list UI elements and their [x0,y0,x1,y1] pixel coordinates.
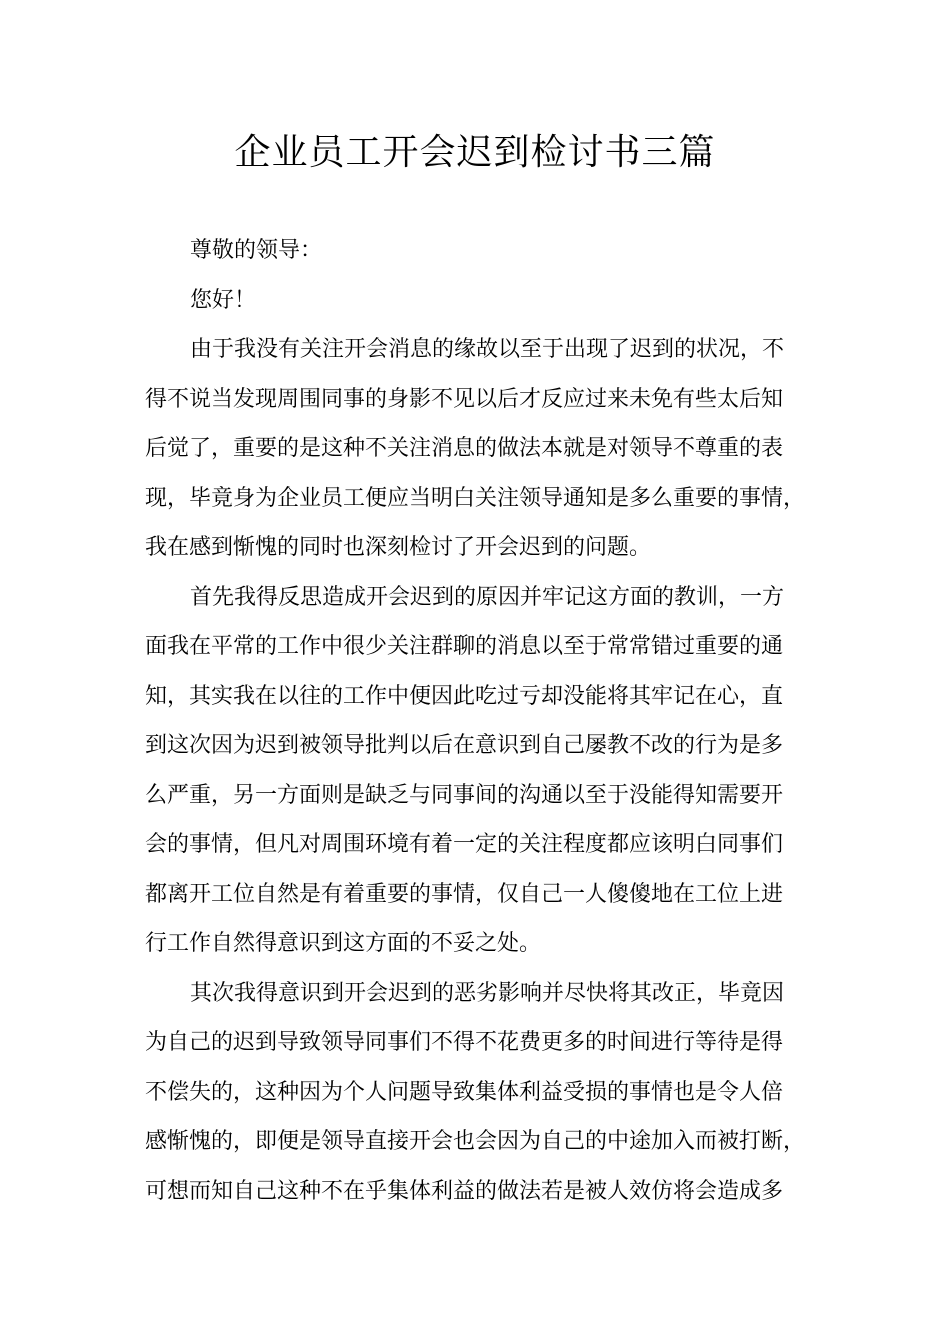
text-line: 尊敬的领导： [190,238,323,263]
text-line: 不偿失的，这种因为个人问题导致集体利益受损的事情也是令人倍 [145,1079,784,1105]
text-line: 现，毕竟身为企业员工便应当明白关注领导通知是多么重要的事情， [145,485,806,511]
text-line: 么严重，另一方面则是缺乏与同事间的沟通以至于没能得知需要开 [145,782,784,808]
text-line: 面我在平常的工作中很少关注群聊的消息以至于常常错过重要的通 [145,634,784,659]
text-line: 感惭愧的，即便是领导直接开会也会因为自己的中途加入而被打断， [145,1129,806,1154]
text-line: 到这次因为迟到被领导批判以后在意识到自己屡教不改的行为是多 [145,733,784,758]
text-line: 行工作自然得意识到这方面的不妥之处。 [145,931,542,956]
text-line: 其次我得意识到开会迟到的恶劣影响并尽快将其改正，毕竟因 [190,980,785,1006]
text-line: 后觉了，重要的是这种不关注消息的做法本就是对领导不尊重的表 [145,436,784,461]
text-line: 会的事情，但凡对周围环境有着一定的关注程度都应该明白同事们 [145,832,784,857]
text-line: 都离开工位自然是有着重要的事情，仅自己一人傻傻地在工位上进 [145,881,784,907]
text-line: 知，其实我在以往的工作中便因此吃过亏却没能将其牢记在心，直 [145,683,784,709]
document-title: 企业员工开会迟到检讨书三篇 [234,132,716,173]
text-line: 为自己的迟到导致领导同事们不得不花费更多的时间进行等待是得 [145,1030,784,1055]
text-line: 我在感到惭愧的同时也深刻检讨了开会迟到的问题。 [145,535,652,560]
text-line: 可想而知自己这种不在乎集体利益的做法若是被人效仿将会造成多 [145,1178,784,1204]
text-line: 您好！ [190,287,257,313]
text-line: 得不说当发现周围同事的身影不见以后才反应过来未免有些太后知 [145,386,784,412]
text-line: 首先我得反思造成开会迟到的原因并牢记这方面的教训，一方 [190,584,785,610]
text-line: 由于我没有关注开会消息的缘故以至于出现了迟到的状况，不 [190,337,785,362]
document-body [145,230,825,1220]
